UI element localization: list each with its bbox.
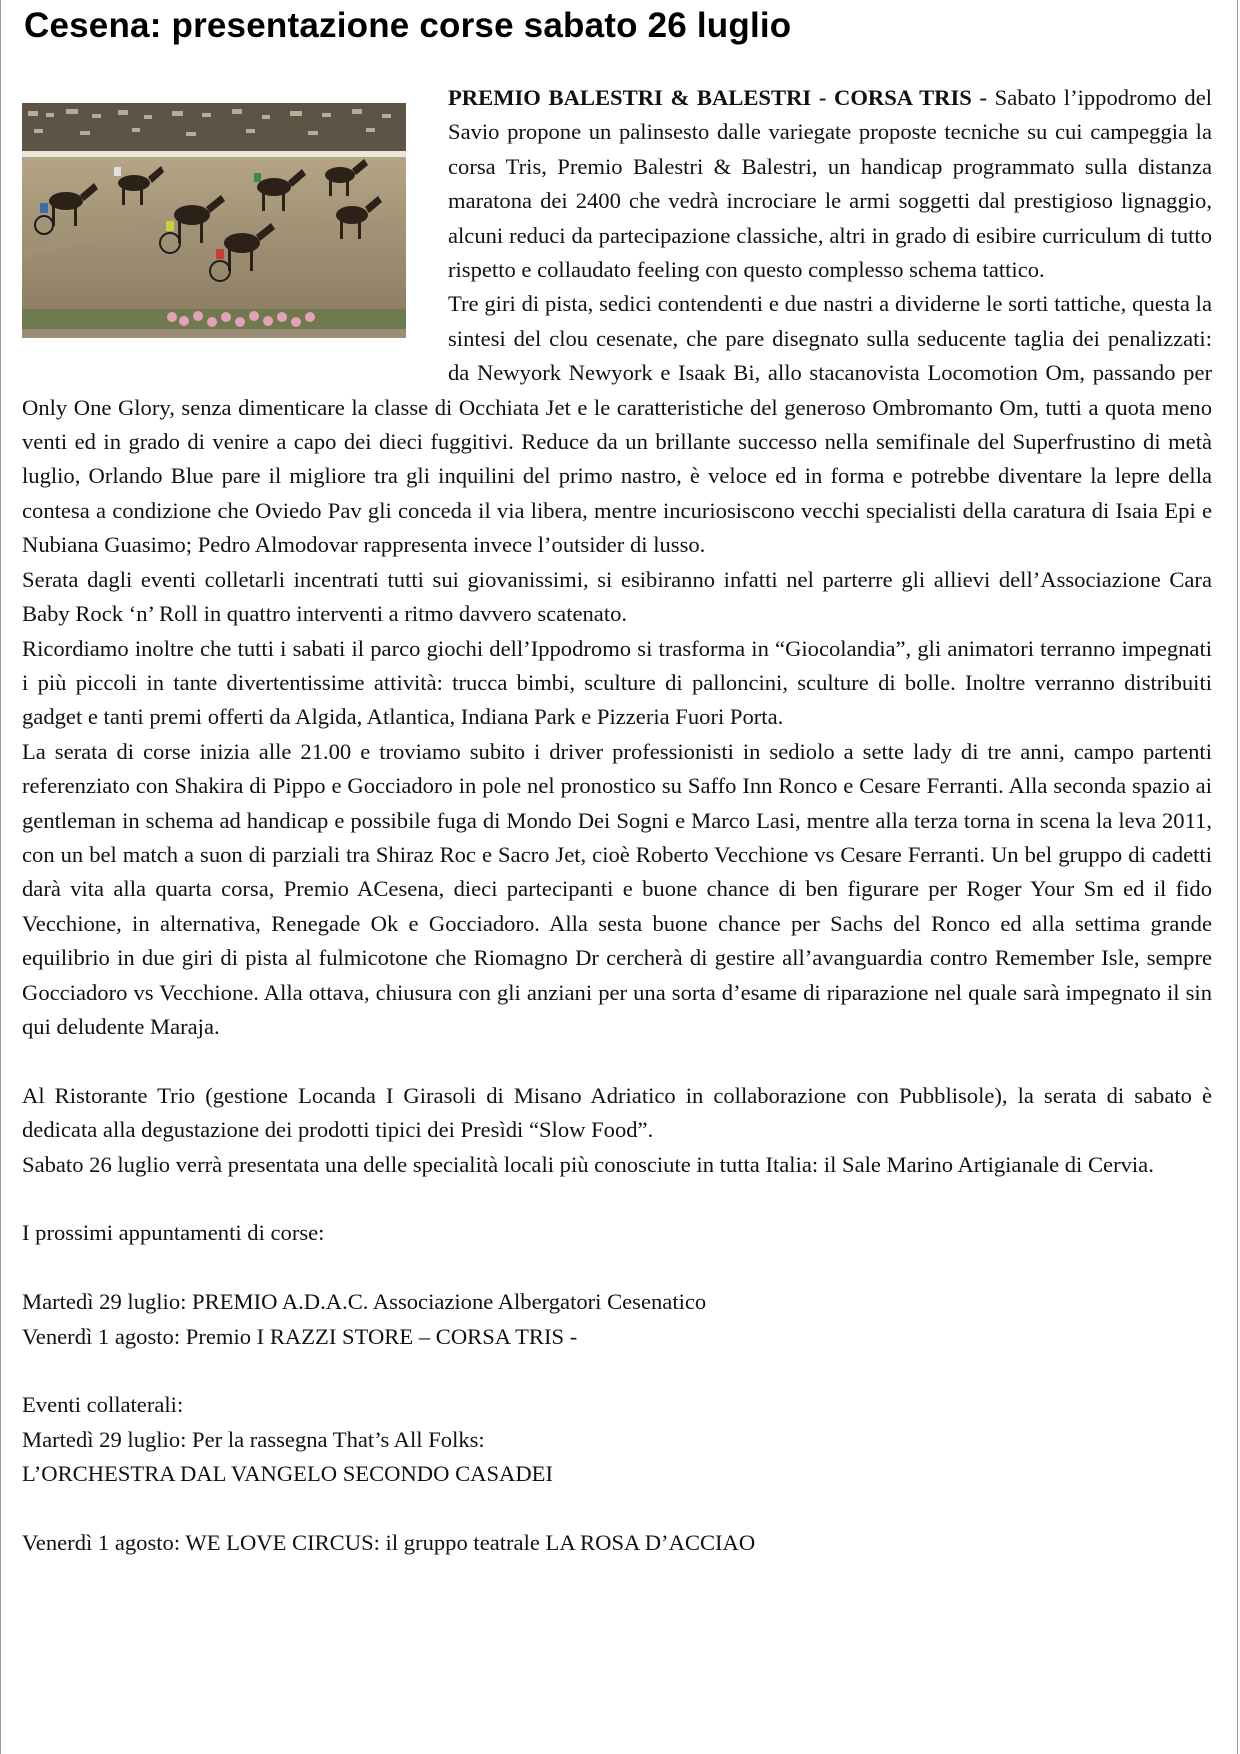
spacer	[22, 1044, 1212, 1078]
spacer	[22, 1251, 1212, 1285]
harness-race-photo	[22, 103, 406, 338]
intro-lead: PREMIO BALESTRI & BALESTRI - CORSA TRIS -	[448, 85, 987, 110]
spacer	[22, 1492, 1212, 1526]
appointment-item: Martedì 29 luglio: PREMIO A.D.A.C. Associazione Albergatori Cesenatico	[22, 1289, 707, 1315]
spacer	[22, 1182, 1212, 1216]
page-title: Cesena: presentazione corse sabato 26 luglio	[24, 6, 792, 45]
harness-race-image	[22, 103, 406, 338]
event-line: L’ORCHESTRA DAL VANGELO SECONDO CASADEI	[22, 1461, 553, 1487]
restaurant-paragraph-1: Al Ristorante Trio (gestione Locanda I Girasoli di Misano Adriatico in collaborazione con Pubblisole), la serata di sabato è dedicata alla degustazione dei prodotti tipici dei Presìdi “Slow Food”.	[22, 1082, 1212, 1143]
body-paragraph-4: La serata di corse inizia alle 21.00 e troviamo subito i driver professionisti in sediolo a sette lady di tre anni, campo partenti referenziato con Shakira di Pippo e Gocciadoro in pole nel pronostico su Saffo Inn Ronco e Cesare Ferranti. Alla seconda spazio ai gentleman in schema ad handicap e possibile fuga di Mondo Dei Sogni e Marco Lasi, mentre alla terza torna in scena la leva 2011, con un bel match a suon di parziali tra Shiraz Roc e Sacro Jet, cioè Roberto Vecchione vs Cesare Ferranti. Un bel gruppo di cadetti darà vita alla quarta corsa, Premio ACesena, dieci partecipanti e buone chance di ben figurare per Roger Your Sm ed il fido Vecchione, in alternativa, Renegade Ok e Gocciadoro. Alla sesta buone chance per Sachs del Ronco ed alla settima grande equilibrio in due giri di pista al fulmicotone che Riomagno Dr cercherà di gestire all’avanguardia contro Remember Isle, sempre Gocciadoro vs Vecchione. Alla ottava, chiusura con gli anziani per una sorta d’esame di riparazione nel quale sarà impegnato il sin qui deludente Maraja.	[22, 738, 1212, 1039]
events-heading: Eventi collaterali:	[22, 1392, 184, 1418]
restaurant-paragraph-2: Sabato 26 luglio verrà presentata una delle specialità locali più conosciute in tutta Italia: il Sale Marino Artigianale di Cervia.	[22, 1151, 1154, 1177]
intro-text: Sabato l’ippodromo del Savio propone un palinsesto dalle variegate proposte tecniche su cui campeggia la corsa Tris, Premio Balestri & Balestri, un handicap programmato sulla distanza maratona dei 2400 che vedrà incrociare le armi soggetti dal prestigioso lignaggio, alcuni reduci da partecipazione classiche, altri in grado di esibire curriculum di tutto rispetto e collaudato feeling con questo complesso schema tattico.	[448, 85, 1212, 283]
body-paragraph-3: Ricordiamo inoltre che tutti i sabati il parco giochi dell’Ippodromo si trasforma in “Giocolandia”, gli animatori terranno impegnati i più piccoli in tante divertentissime attività: trucca bimbi, sculture di palloncini, sculture di bolle. Inoltre verranno distribuiti gadget e tanti premi offerti da Algida, Atlantica, Indiana Park e Pizzeria Fuori Porta.	[22, 635, 1212, 730]
article-body	[22, 81, 1212, 1560]
appointments-heading: I prossimi appuntamenti di corse:	[22, 1220, 325, 1246]
spacer	[22, 1354, 1212, 1388]
body-paragraph-1: Tre giri di pista, sedici contendenti e due nastri a dividerne le sorti tattiche, questa la sintesi del clou cesenate, che pare disegnato sulla seducente taglia dei penalizzati: da Newyork Newyork e Isaak Bi, allo stacanovista Locomotion Om, passando per Only One Glory, senza dimenticare la classe di Occhiata Jet e le caratteristiche del generoso Ombromanto Om, tutti a quota meno venti ed in grado di venire a capo dei dieci fuggitivi. Reduce da un brillante successo nella semifinale del Superfrustino di metà luglio, Orlando Blue pare il migliore tra gli inquilini del primo nastro, è veloce ed in forma e potrebbe diventare la lepre della contesa a condizione che Oviedo Pav gli conceda il via libera, mentre incuriosiscono vecchi specialisti della caratura di Isaia Epi e Nubiana Guasimo; Pedro Almodovar rappresenta invece l’outsider di lusso.	[22, 291, 1212, 558]
event-line: Martedì 29 luglio: Per la rassegna That’s All Folks:	[22, 1426, 485, 1452]
appointment-item: Venerdì 1 agosto: Premio I RAZZI STORE – CORSA TRIS -	[22, 1323, 578, 1349]
body-paragraph-2: Serata dagli eventi colletarli incentrati tutti sui giovanissimi, si esibiranno infatti nel parterre gli allievi dell’Associazione Cara Baby Rock ‘n’ Roll in quattro interventi a ritmo davvero scatenato.	[22, 566, 1212, 627]
event-line: Venerdì 1 agosto: WE LOVE CIRCUS: il gruppo teatrale LA ROSA D’ACCIAO	[22, 1529, 756, 1555]
